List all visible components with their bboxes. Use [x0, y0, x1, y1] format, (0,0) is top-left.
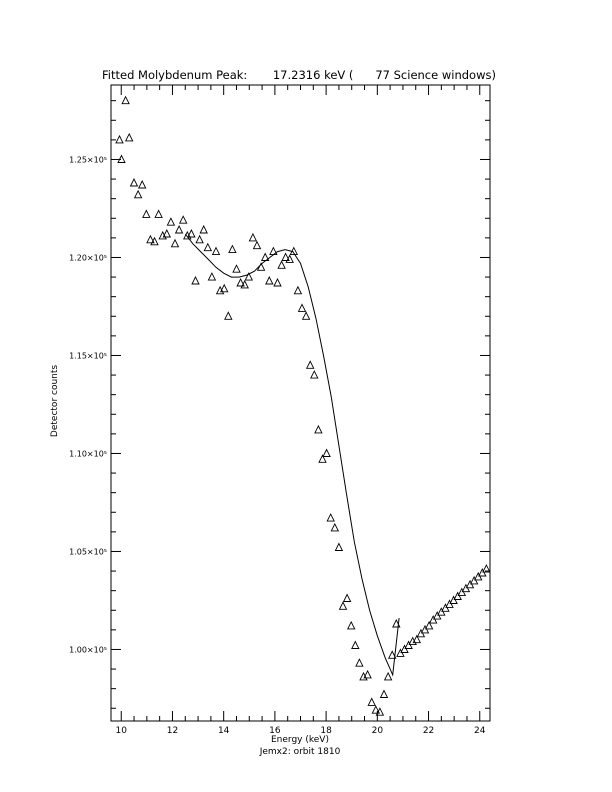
plot-frame — [111, 85, 490, 721]
data-point-triangle — [450, 597, 457, 604]
x-tick-label: 16 — [269, 726, 281, 736]
x-tick-label: 14 — [217, 726, 230, 736]
data-point-triangle — [172, 240, 179, 247]
data-point-triangle — [323, 450, 330, 457]
data-point-triangle — [266, 277, 273, 284]
x-tick-label: 18 — [320, 726, 332, 736]
data-point-triangle — [122, 97, 129, 104]
data-point-triangle — [471, 577, 478, 584]
data-point-triangle — [229, 246, 236, 253]
data-point-triangle — [180, 216, 187, 223]
data-point-triangle — [430, 616, 437, 623]
data-point-triangle — [249, 234, 256, 241]
data-point-triangle — [299, 304, 306, 311]
data-point-triangle — [143, 210, 150, 217]
data-point-triangle — [192, 277, 199, 284]
data-point-triangle — [294, 287, 301, 294]
fit-curve — [185, 234, 399, 675]
x-tick-label: 20 — [371, 726, 384, 736]
data-point-triangle — [225, 312, 232, 319]
x-tick-label: 10 — [115, 726, 127, 736]
data-point-triangle — [348, 622, 355, 629]
data-point-triangle — [401, 646, 408, 653]
data-point-triangle — [352, 642, 359, 649]
data-point-triangle — [126, 134, 133, 141]
data-point-triangle — [356, 659, 363, 666]
data-point-triangle — [213, 248, 220, 255]
data-point-triangle — [385, 673, 392, 680]
y-axis-tick-labels — [69, 155, 107, 654]
data-point-triangle — [167, 218, 174, 225]
y-tick-label: 1.20×10⁵ — [69, 253, 107, 263]
data-point-triangle — [196, 236, 203, 243]
data-point-triangle — [331, 524, 338, 531]
data-point-triangle — [116, 136, 123, 143]
data-point-triangle — [311, 371, 318, 378]
data-point-triangle — [208, 273, 215, 280]
data-point-triangle — [381, 691, 388, 698]
data-markers — [116, 97, 490, 716]
data-point-triangle — [274, 279, 281, 286]
data-point-triangle — [139, 181, 146, 188]
x-tick-label: 12 — [166, 726, 179, 736]
y-tick-label: 1.15×10⁵ — [69, 351, 107, 361]
data-point-triangle — [135, 191, 142, 198]
y-tick-label: 1.00×10⁵ — [69, 645, 107, 655]
data-point-triangle — [204, 244, 211, 251]
data-point-triangle — [344, 595, 351, 602]
y-axis-label: Detector counts — [50, 364, 60, 438]
data-point-triangle — [254, 242, 261, 249]
x-tick-label: 24 — [474, 726, 486, 736]
data-point-triangle — [315, 426, 322, 433]
data-point-triangle — [368, 698, 375, 705]
data-point-triangle — [422, 626, 429, 633]
x-axis-label: Energy (keV) — [271, 735, 329, 745]
data-point-triangle — [340, 602, 347, 609]
data-point-triangle — [155, 210, 162, 217]
data-point-triangle — [327, 514, 334, 521]
y-tick-label: 1.25×10⁵ — [69, 155, 107, 165]
y-tick-label: 1.10×10⁵ — [69, 449, 107, 459]
data-point-triangle — [303, 312, 310, 319]
x-axis-ticks — [121, 85, 480, 721]
y-tick-label: 1.05×10⁵ — [69, 547, 107, 557]
x-tick-label: 22 — [422, 726, 435, 736]
data-point-triangle — [335, 544, 342, 551]
data-point-triangle — [307, 361, 314, 368]
sub-caption: Jemx2: orbit 1810 — [259, 747, 341, 757]
chart-title: Fitted Molybdenum Peak: 17.2316 keV ( 77 Science windows) — [102, 68, 496, 82]
data-point-triangle — [278, 261, 285, 268]
data-point-triangle — [131, 179, 138, 186]
data-point-triangle — [200, 226, 207, 233]
data-point-triangle — [176, 226, 183, 233]
data-point-triangle — [233, 265, 240, 272]
data-point-triangle — [270, 248, 277, 255]
